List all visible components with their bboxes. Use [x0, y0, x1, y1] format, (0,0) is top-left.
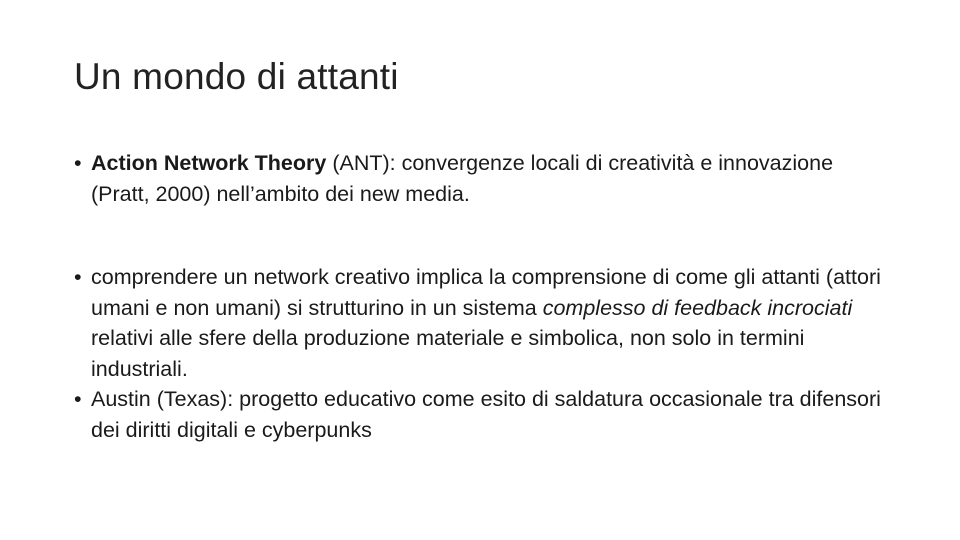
bullet-list: [74, 148, 894, 445]
bold-term: Action Network Theory: [91, 151, 327, 175]
bullet-item: [74, 262, 894, 384]
bullet-dot-icon: •: [74, 387, 82, 411]
bullet-item: [74, 384, 894, 445]
bullet-item: [74, 148, 894, 209]
bullet-dot-icon: •: [74, 265, 82, 289]
bullet-dot-icon: •: [74, 151, 82, 175]
bullet-text: comprendere un network creativo implica la comprensione di come gli attanti (attori umani e non umani) si strutturino in un sistema: [91, 265, 881, 320]
slide-title: Un mondo di attanti: [74, 56, 399, 97]
bullet-text: Austin (Texas): progetto educativo come esito di saldatura occasionale tra difensori dei diritti digitali e cyberpunks: [91, 387, 881, 442]
bullet-text: relativi alle sfere della produzione materiale e simbolica, non solo in termini industriali.: [91, 326, 805, 381]
italic-phrase: complesso di feedback incrociati: [542, 295, 853, 320]
bullet-text: (ANT): convergenze locali di creatività e innovazione (Pratt, 2000) nell’ambito dei new media.: [91, 151, 834, 206]
